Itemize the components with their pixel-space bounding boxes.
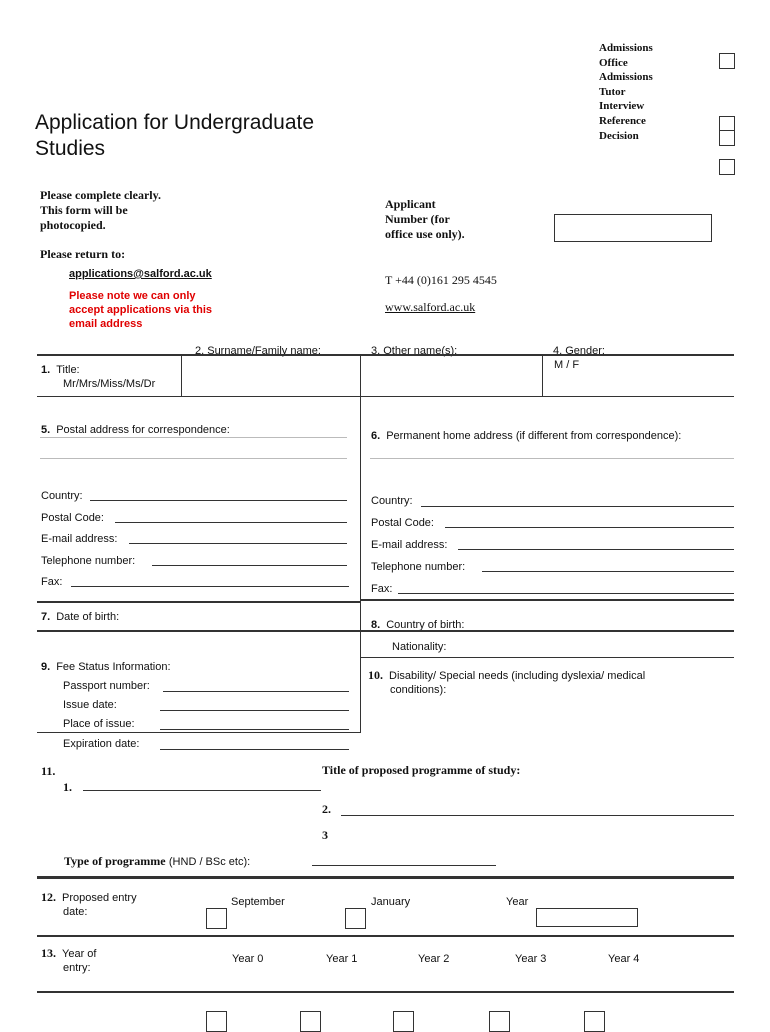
return-email-link[interactable]: applications@salford.ac.uk	[69, 268, 212, 280]
instructions	[40, 188, 161, 233]
email-label: E-mail address:	[41, 533, 118, 545]
office-label-admissions-tutor-1: Admissions	[599, 71, 653, 84]
entry-year-input[interactable]	[536, 908, 638, 927]
return-label: Please return to:	[40, 247, 126, 261]
fee-status-label	[41, 661, 171, 673]
postal-code-input[interactable]	[115, 522, 347, 523]
other-names-label: 3. Other name(s):	[371, 345, 458, 357]
q12-label-1: Proposed entry	[62, 892, 137, 904]
disability-label	[368, 668, 645, 697]
programme-type-title: Type of programme	[64, 854, 166, 868]
q7-label: Date of birth:	[56, 611, 120, 623]
q12-number: 12.	[41, 890, 56, 904]
january-checkbox[interactable]	[345, 908, 366, 929]
year-4-checkbox[interactable]	[584, 1011, 605, 1032]
office-admissions-checkbox[interactable]	[719, 53, 735, 69]
january-label: January	[371, 896, 411, 908]
page-title-line-1: Application for Undergraduate	[35, 111, 315, 134]
applicant-number-label	[385, 197, 465, 242]
q8-number: 8.	[371, 619, 381, 631]
instruction-line-3: photocopied.	[40, 218, 106, 232]
place-of-issue-label: Place of issue:	[63, 718, 135, 730]
entry-date-label	[41, 890, 137, 919]
programme-number	[41, 763, 72, 795]
office-label-interview: Interview	[599, 100, 645, 113]
q12-label-2: date:	[63, 906, 88, 918]
issue-date-label: Issue date:	[63, 699, 117, 711]
surname-input[interactable]	[182, 356, 359, 395]
q10-label-2: conditions):	[390, 684, 447, 696]
q10-label-1: Disability/ Special needs (including dyslexia/ medical	[389, 670, 646, 682]
office-label-admissions-tutor-2: Tutor	[599, 85, 626, 98]
postal-address-line-2[interactable]	[40, 458, 347, 459]
gender-label: 4. Gender:	[553, 345, 605, 357]
email-input[interactable]	[129, 543, 347, 544]
divider	[37, 732, 361, 733]
email-note	[69, 289, 212, 331]
q10-number: 10.	[368, 668, 383, 682]
website-link[interactable]: www.salford.ac.uk	[385, 300, 476, 314]
q5-label: Postal address for correspondence:	[56, 424, 230, 436]
instruction-line-1: Please complete clearly.	[40, 188, 161, 202]
issue-date-input[interactable]	[160, 710, 349, 711]
fax-label: Fax:	[41, 576, 63, 588]
postal-address-line-1[interactable]	[40, 437, 347, 438]
choice-1-label: 1.	[63, 780, 72, 794]
q5-number: 5.	[41, 424, 51, 436]
q13-label-1: Year of	[62, 948, 97, 960]
year-label: Year	[506, 896, 529, 908]
office-reference-checkbox[interactable]	[719, 130, 735, 146]
september-checkbox[interactable]	[206, 908, 227, 929]
country-label-home: Country:	[371, 495, 413, 507]
gender-options: M / F	[554, 359, 580, 371]
telephone-input-home[interactable]	[482, 571, 734, 572]
email-note-line-2: accept applications via this	[69, 304, 213, 316]
email-note-line-1: Please note we can only	[69, 290, 196, 302]
page-title-line-2: Studies	[35, 137, 106, 160]
other-names-input[interactable]	[361, 356, 541, 395]
passport-label: Passport number:	[63, 680, 150, 692]
q8-label: Country of birth:	[386, 619, 465, 631]
home-address-label	[371, 430, 681, 442]
year-1-label: Year 1	[326, 953, 358, 965]
home-address-line-1[interactable]	[370, 458, 734, 459]
divider	[37, 630, 734, 632]
programme-type-input[interactable]	[312, 865, 496, 866]
year-3-checkbox[interactable]	[489, 1011, 510, 1032]
postal-code-label-home: Postal Code:	[371, 517, 434, 529]
q1-label: Title:	[56, 364, 80, 376]
q6-label: Permanent home address (if different from correspondence):	[386, 430, 682, 442]
postal-code-input-home[interactable]	[445, 527, 734, 528]
office-label-decision: Decision	[599, 129, 639, 142]
year-1-checkbox[interactable]	[300, 1011, 321, 1032]
title-options: Mr/Mrs/Miss/Ms/Dr	[63, 378, 156, 390]
divider	[37, 991, 734, 993]
q13-label-2: entry:	[63, 962, 91, 974]
year-0-label: Year 0	[232, 953, 264, 965]
office-label-reference: Reference	[599, 114, 646, 127]
office-label-admissions-office-1: Admissions	[599, 42, 653, 54]
email-label-home: E-mail address:	[371, 539, 448, 551]
office-use-panel	[599, 41, 653, 143]
instruction-line-2: This form will be	[40, 203, 128, 217]
divider	[37, 935, 734, 937]
dob-label	[41, 611, 119, 623]
divider	[542, 355, 543, 396]
divider	[37, 396, 734, 397]
year-2-checkbox[interactable]	[393, 1011, 414, 1032]
year-of-entry-label	[41, 946, 96, 975]
year-4-label: Year 4	[608, 953, 640, 965]
nationality-label: Nationality:	[392, 641, 447, 653]
postal-code-label: Postal Code:	[41, 512, 104, 524]
applicant-number-line-1: Applicant	[385, 197, 436, 211]
year-2-label: Year 2	[418, 953, 450, 965]
page-title	[35, 110, 314, 162]
passport-input[interactable]	[163, 691, 349, 692]
q9-label: Fee Status Information:	[56, 661, 171, 673]
telephone-label-home: Telephone number:	[371, 561, 466, 573]
email-input-home[interactable]	[458, 549, 734, 550]
choice-1-input[interactable]	[83, 790, 321, 791]
q7-number: 7.	[41, 611, 51, 623]
fax-label-home: Fax:	[371, 583, 393, 595]
fax-input-home[interactable]	[398, 593, 734, 594]
divider	[360, 599, 734, 601]
q6-number: 6.	[371, 430, 381, 442]
country-input[interactable]	[90, 500, 347, 501]
phone-number: T +44 (0)161 295 4545	[385, 273, 497, 287]
country-input-home[interactable]	[421, 506, 734, 507]
email-note-line-3: email address	[69, 318, 143, 330]
office-decision-checkbox[interactable]	[719, 159, 735, 175]
programme-title-label: Title of proposed programme of study:	[322, 763, 521, 777]
programme-type-label	[64, 854, 250, 869]
programme-type-hint: (HND / BSc etc):	[168, 856, 251, 868]
applicant-number-field[interactable]	[554, 214, 712, 242]
divider	[37, 601, 361, 603]
q13-number: 13.	[41, 946, 56, 960]
expiration-date-input[interactable]	[160, 749, 349, 750]
applicant-number-line-2: Number (for	[385, 212, 450, 226]
choice-3-label: 3	[322, 828, 328, 842]
september-label: September	[231, 896, 285, 908]
surname-label: 2. Surname/Family name:	[195, 345, 321, 357]
applicant-number-line-3: office use only).	[385, 227, 465, 241]
office-label-admissions-office-2: Office	[599, 56, 628, 69]
choice-2-input[interactable]	[341, 815, 734, 816]
q11-number: 11.	[41, 764, 56, 778]
telephone-label: Telephone number:	[41, 555, 136, 567]
choice-2-label: 2.	[322, 802, 331, 816]
divider	[360, 397, 361, 732]
q9-number: 9.	[41, 661, 51, 673]
q1-number: 1.	[41, 364, 51, 376]
year-0-checkbox[interactable]	[206, 1011, 227, 1032]
telephone-input[interactable]	[152, 565, 347, 566]
title-label	[41, 363, 155, 391]
divider	[361, 657, 734, 658]
postal-address-label	[41, 424, 230, 436]
expiration-date-label: Expiration date:	[63, 738, 140, 750]
country-label: Country:	[41, 490, 83, 502]
year-3-label: Year 3	[515, 953, 547, 965]
fax-input[interactable]	[71, 586, 349, 587]
divider	[37, 876, 734, 879]
place-of-issue-input[interactable]	[160, 729, 349, 730]
